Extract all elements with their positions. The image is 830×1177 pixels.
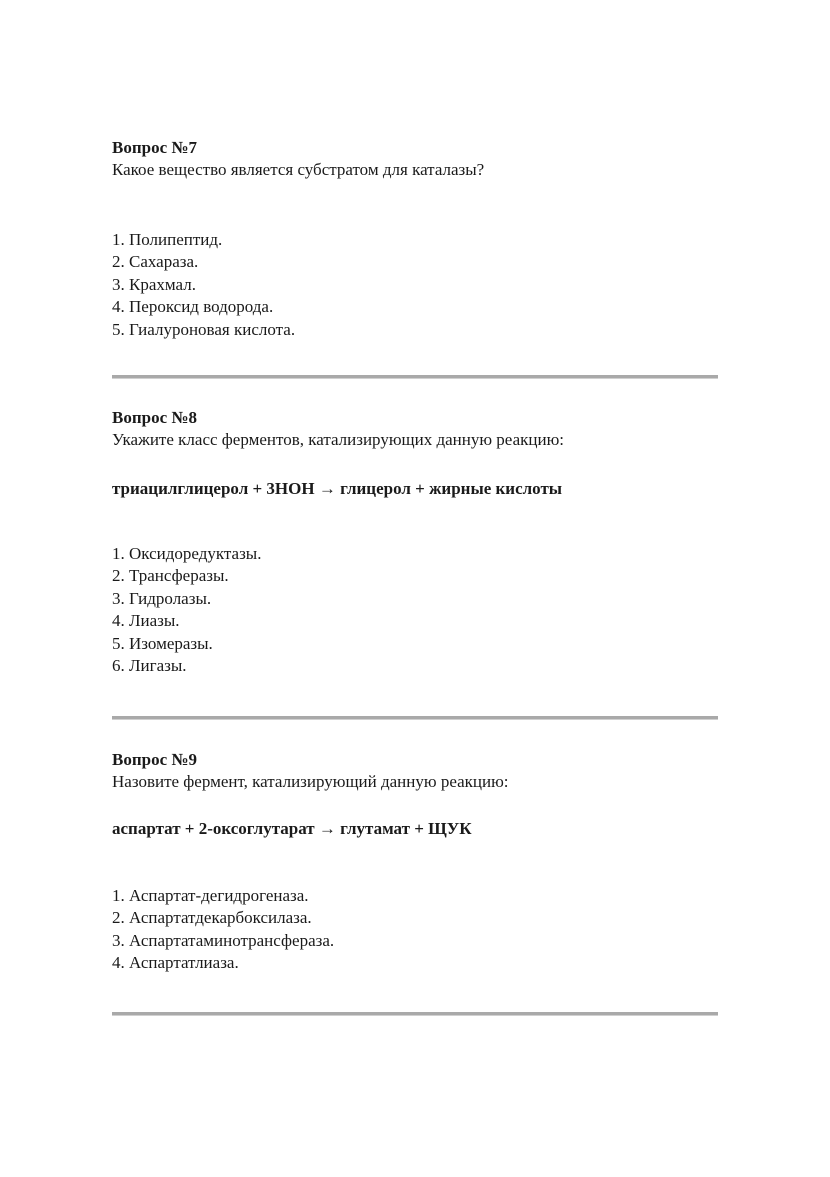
answer-option[interactable]: 5. Гиалуроновая кислота. (112, 319, 296, 339)
answer-options (112, 229, 295, 341)
answer-option[interactable]: 1. Полипептид. (112, 230, 223, 249)
answer-option[interactable]: 6. Лигазы. (112, 656, 187, 676)
divider (112, 716, 718, 720)
question-title: Вопрос №7 (112, 138, 197, 157)
answer-option[interactable]: 1. Аспартат-дегидрогеназа. (112, 886, 309, 905)
answer-option[interactable]: 3. Крахмал. (112, 274, 196, 294)
divider (112, 375, 718, 379)
answer-option[interactable]: 4. Лиазы. (112, 611, 180, 631)
question-text: Какое вещество является субстратом для каталазы? (112, 160, 485, 179)
answer-option[interactable]: 5. Изомеразы. (112, 633, 213, 653)
answer-option[interactable]: 2. Сахараза. (112, 252, 199, 272)
question-text: Назовите фермент, катализирующий данную реакцию: (112, 772, 509, 791)
question-title: Вопрос №8 (112, 408, 197, 427)
reaction-equation: триацилглицерол + 3HOH → глицерол + жирные кислоты (112, 479, 563, 498)
answer-option[interactable]: 1. Оксидоредуктазы. (112, 544, 262, 563)
question-9 (112, 749, 722, 973)
question-8 (112, 407, 722, 676)
answer-option[interactable]: 2. Трансферазы. (112, 566, 229, 586)
reaction-equation: аспартат + 2-оксоглутарат → глутамат + ЩУК (112, 819, 472, 838)
answer-options (112, 885, 334, 975)
question-7 (112, 137, 722, 339)
answer-option[interactable]: 4. Аспартатлиаза. (112, 953, 239, 973)
answer-option[interactable]: 2. Аспартатдекарбоксилаза. (112, 908, 312, 928)
answer-option[interactable]: 4. Пероксид водорода. (112, 297, 274, 317)
divider (112, 1012, 718, 1016)
question-title: Вопрос №9 (112, 750, 197, 769)
answer-option[interactable]: 3. Гидролазы. (112, 588, 212, 608)
question-text: Укажите класс ферментов, катализирующих данную реакцию: (112, 430, 564, 449)
answer-options (112, 543, 261, 677)
answer-option[interactable]: 3. Аспартатаминотрансфераза. (112, 930, 335, 950)
